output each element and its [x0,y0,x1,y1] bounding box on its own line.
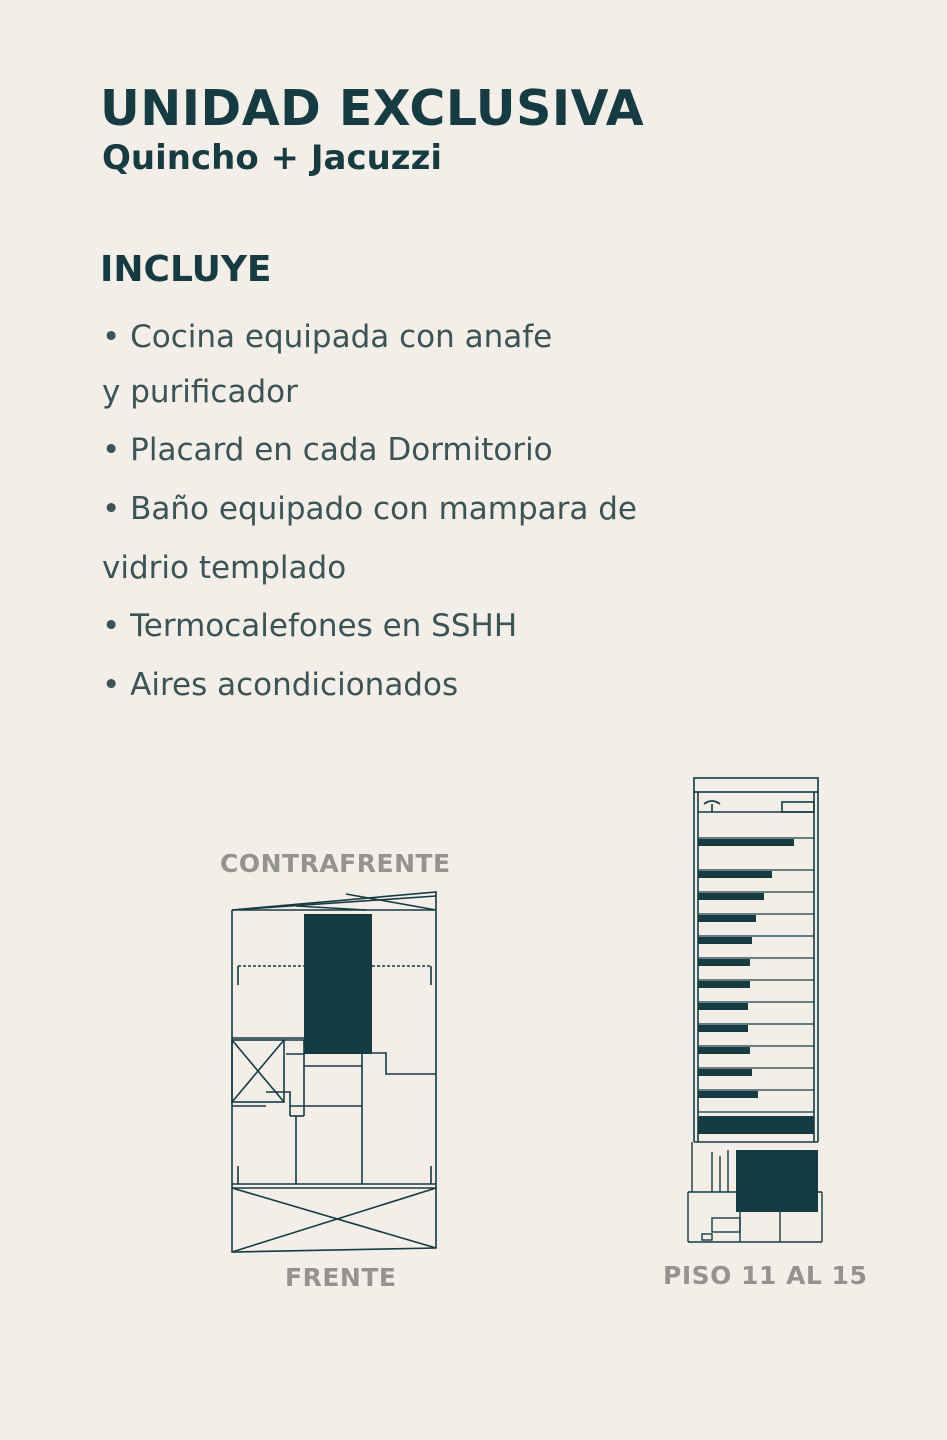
highlighted-floors [698,1116,814,1134]
feature-line: • Termocalefones en SSHH [102,608,518,644]
feature-line: • Placard en cada Dormitorio [102,432,553,468]
feature-line: • Baño equipado con mampara de [102,491,637,527]
feature-line: vidrio templado [102,550,347,586]
floor-plan [226,888,442,1258]
includes-heading: INCLUYE [100,249,272,290]
highlighted-unit [304,914,372,1054]
floor-plan-top-label: CONTRAFRENTE [220,849,451,878]
feature-line: • Cocina equipada con anafe [102,319,553,355]
page-title: UNIDAD EXCLUSIVA [100,80,645,137]
feature-line: y purificador [102,374,298,410]
building-elevation [682,772,828,1248]
page-subtitle: Quincho + Jacuzzi [102,138,443,178]
building-label: PISO 11 AL 15 [663,1261,868,1290]
feature-line: • Aires acondicionados [102,667,459,703]
floor-plan-bottom-label: FRENTE [285,1263,397,1292]
